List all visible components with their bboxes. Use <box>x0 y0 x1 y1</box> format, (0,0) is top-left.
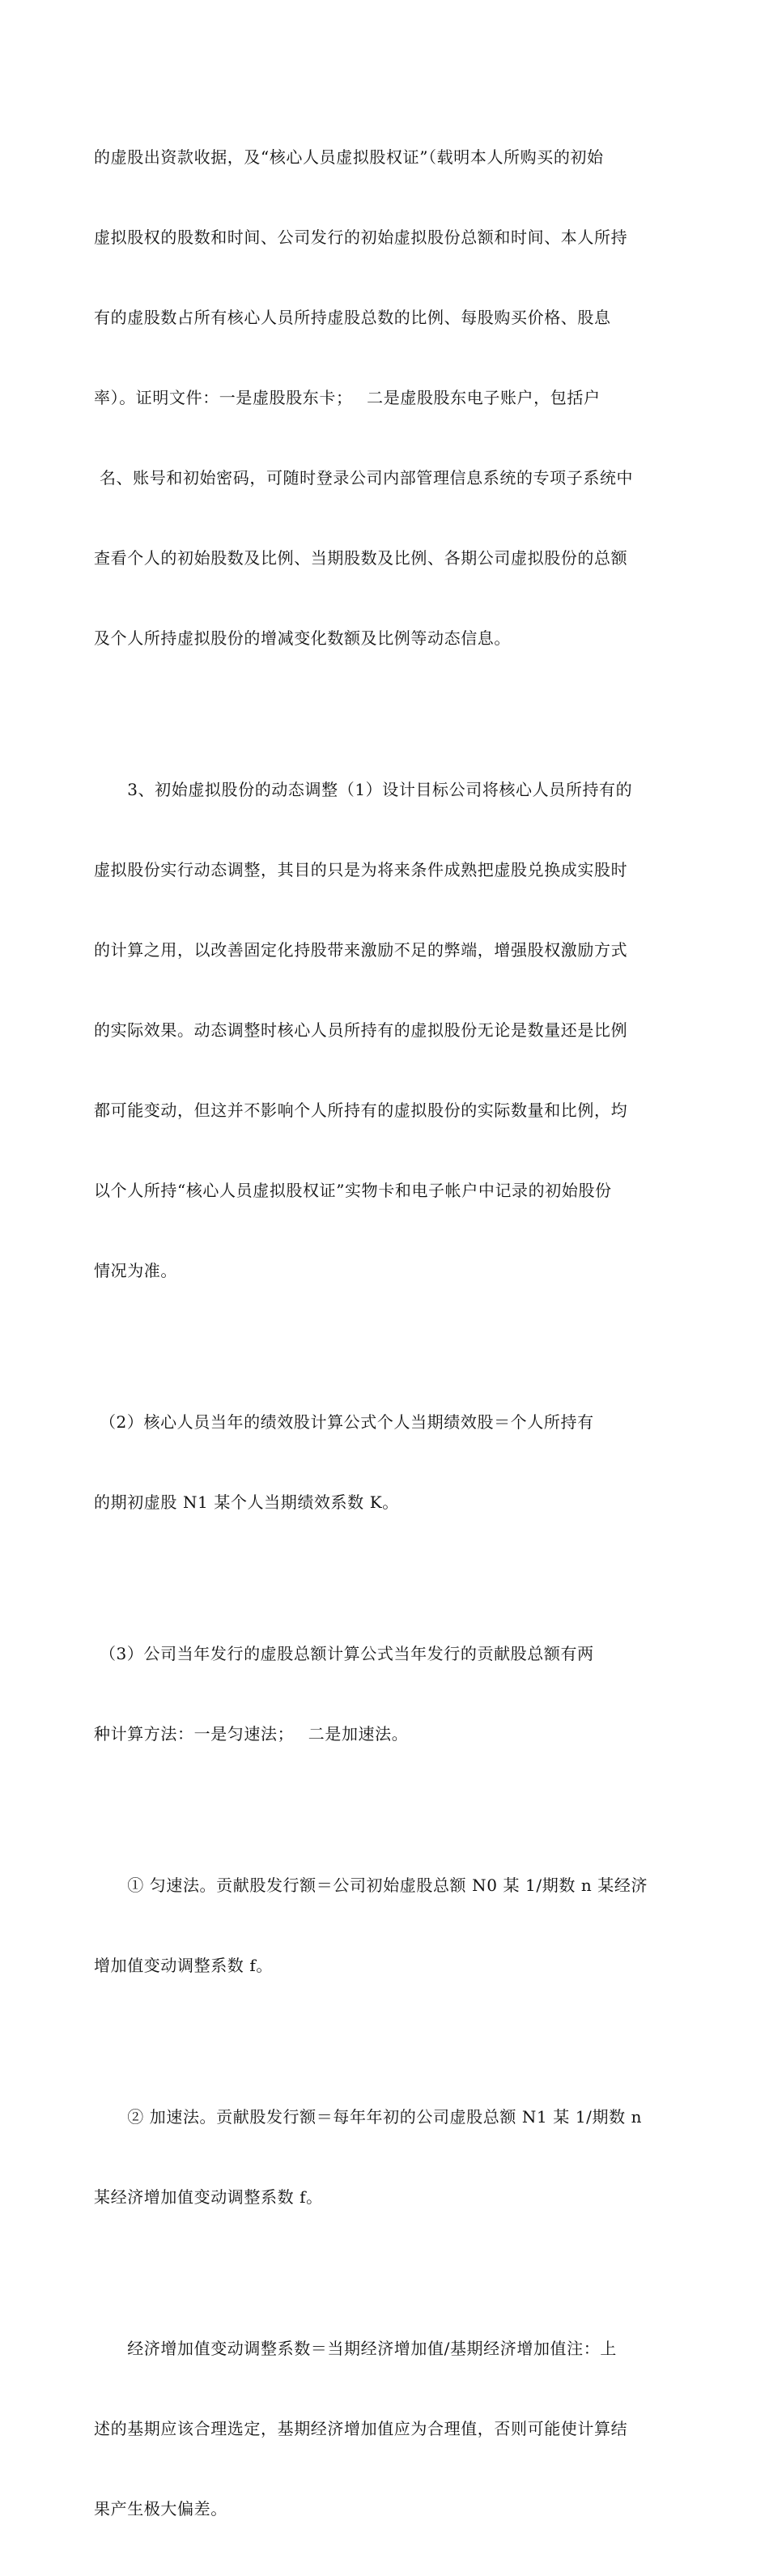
paragraph-eva-coefficient <box>94 2282 673 2576</box>
paragraph-gap <box>0 705 769 723</box>
text-line: 3、初始虚拟股份的动态调整（1）设计目标公司将核心人员所持有的 <box>94 780 633 799</box>
text-line: 及个人所持虚拟股份的增减变化数额及比例等动态信息。 <box>94 628 511 648</box>
text-line: 名、账号和初始密码，可随时登录公司内部管理信息系统的专项子系统中 <box>94 468 634 488</box>
text-line: （3）公司当年发行的虚股总额计算公式当年发行的贡献股总额有两 <box>94 1644 594 1663</box>
paragraph-gap <box>0 1569 769 1587</box>
text-line: 的期初虚股 N1 某个人当期绩效系数 K。 <box>94 1492 399 1512</box>
text-line: 的虚股出资款收据，及“核心人员虚拟股权证”（载明本人所购买的初始 <box>94 147 604 167</box>
paragraph-performance-shares <box>94 1356 673 1569</box>
text-line: 虚拟股份实行动态调整，其目的只是为将来条件成熟把虚股兑换成实股时 <box>94 860 628 879</box>
text-line: 增加值变动调整系数 f。 <box>94 1956 273 1975</box>
text-line: 以个人所持“核心人员虚拟股权证”实物卡和电子帐户中记录的初始股份 <box>94 1181 612 1200</box>
text-line: ① 匀速法。贡献股发行额＝公司初始虚股总额 N0 某 1/期数 n 某经济 <box>94 1876 648 1895</box>
text-line: 都可能变动，但这并不影响个人所持有的虚拟股份的实际数量和比例，均 <box>94 1101 628 1120</box>
paragraph-accelerated-method <box>94 2050 673 2264</box>
text-line: 某经济增加值变动调整系数 f。 <box>94 2187 323 2207</box>
text-line: 情况为准。 <box>94 1261 177 1280</box>
text-line: （2）核心人员当年的绩效股计算公式个人当期绩效股＝个人所持有 <box>94 1412 594 1432</box>
text-line: 述的基期应该合理选定，基期经济增加值应为合理值，否则可能使计算结 <box>94 2419 628 2438</box>
text-line: 率）。证明文件：一是虚股股东卡； 二是虚股股东电子账户，包括户 <box>94 388 601 407</box>
paragraph-gap <box>0 2264 769 2282</box>
text-line: 有的虚股数占所有核心人员所持虚股总数的比例、每股购买价格、股息 <box>94 308 611 327</box>
text-line: 虚拟股权的股数和时间、公司发行的初始虚拟股份总额和时间、本人所持 <box>94 228 628 247</box>
text-line: ② 加速法。贡献股发行额＝每年年初的公司虚股总额 N1 某 1/期数 n <box>94 2107 643 2127</box>
paragraph-proof-documents <box>94 91 673 705</box>
paragraph-gap <box>0 1801 769 1819</box>
paragraph-dynamic-adjustment <box>94 723 673 1338</box>
text-line: 的计算之用，以改善固定化持股带来激励不足的弊端，增强股权激励方式 <box>94 940 628 960</box>
paragraph-total-issued <box>94 1587 673 1801</box>
text-line: 的实际效果。动态调整时核心人员所持有的虚拟股份无论是数量还是比例 <box>94 1020 628 1040</box>
text-line: 种计算方法：一是匀速法； 二是加速法。 <box>94 1724 409 1744</box>
paragraph-gap <box>0 1338 769 1356</box>
text-line: 经济增加值变动调整系数＝当期经济增加值/基期经济增加值注：上 <box>94 2339 617 2358</box>
paragraph-gap <box>0 2033 769 2050</box>
paragraph-uniform-method <box>94 1819 673 2033</box>
text-line: 查看个人的初始股数及比例、当期股数及比例、各期公司虚拟股份的总额 <box>94 548 628 568</box>
text-line: 果产生极大偏差。 <box>94 2499 227 2519</box>
